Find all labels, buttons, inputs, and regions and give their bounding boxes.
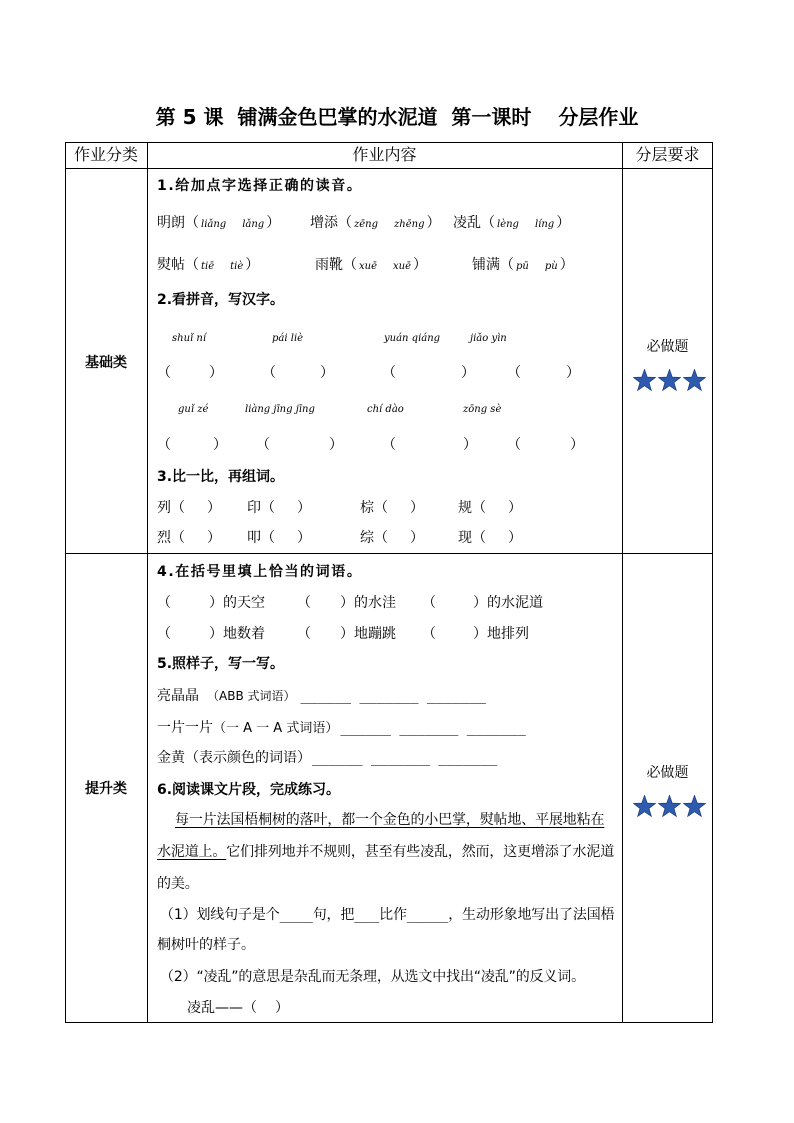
- close-paren: ）: [340, 595, 354, 611]
- open-paren: （: [185, 215, 199, 231]
- star-shape: [684, 796, 706, 817]
- fill-item: [157, 594, 265, 612]
- answer-bracket: [374, 529, 424, 547]
- open-paren: （: [422, 626, 436, 642]
- open-paren: （: [343, 257, 357, 273]
- difficulty-stars: [633, 369, 706, 391]
- open-paren: （: [262, 365, 276, 381]
- open-paren: （: [171, 500, 185, 516]
- star-shape: [634, 370, 656, 391]
- close-paren: ）: [340, 626, 354, 642]
- open-paren: （: [243, 1000, 257, 1016]
- sub-question-2: （2）“凌乱”的意思是杂乱而无条理，从选文中找出“凌乱”的反义词。: [160, 969, 585, 985]
- open-paren: （: [481, 215, 495, 231]
- underlined-sentence: 每一片法国梧桐树的落叶，都一个金色的小巴掌，熨帖地、平展地粘在: [175, 812, 605, 828]
- word: 熨帖: [157, 257, 185, 273]
- phrase: 的水洼: [354, 595, 396, 611]
- passage-text: 的美。: [157, 876, 199, 892]
- pattern-hint: （表示颜色的词语）: [185, 750, 311, 766]
- pinyin-prompt: shuǐ ní: [172, 333, 207, 344]
- close-paren: ）: [473, 626, 487, 642]
- close-paren: ）: [329, 437, 343, 453]
- character: 叩: [247, 530, 261, 546]
- pinyin-option: pū: [516, 261, 529, 272]
- answer-bracket: [157, 594, 223, 612]
- fill-item: [297, 594, 396, 612]
- character: 规: [458, 500, 472, 516]
- pinyin-option: lǎng: [242, 219, 265, 230]
- close-paren: ）: [275, 1000, 289, 1016]
- phrase: 的水泥道: [487, 595, 543, 611]
- word: 铺满: [472, 257, 500, 273]
- sub-question-text: 比作: [379, 907, 407, 923]
- pinyin-option: zhēng: [394, 219, 425, 230]
- page-title: 第 5 课 铺满金色巴掌的水泥道 第一课时 分层作业: [155, 105, 639, 129]
- answer-bracket: [261, 499, 311, 517]
- pinyin-option: zēng: [354, 219, 379, 230]
- close-paren: ）: [209, 626, 223, 642]
- star-icon: [658, 369, 681, 391]
- passage-line: [175, 811, 604, 829]
- fill-item: [157, 625, 265, 643]
- close-paren: ）: [209, 365, 223, 381]
- question-2-title: 2.看拼音，写汉字。: [157, 292, 285, 308]
- pinyin-option: liǎng: [201, 219, 227, 230]
- open-paren: （: [507, 365, 521, 381]
- open-paren: （: [297, 595, 311, 611]
- close-paren: ）: [508, 530, 522, 546]
- answer-blanks: ______ _______ _______: [340, 720, 526, 736]
- table-border-left: [65, 142, 66, 1023]
- answer-bracket: [297, 594, 354, 612]
- question-3-title: 3.比一比，再组词。: [157, 469, 285, 485]
- close-paren: ）: [297, 530, 311, 546]
- word: 凌乱: [453, 215, 481, 231]
- sub-question-text: 句，把: [312, 907, 355, 923]
- antonym-answer: [187, 999, 289, 1017]
- pinyin-option: líng: [534, 219, 555, 230]
- phrase: 地蹦跳: [354, 626, 396, 642]
- close-paren: ）: [426, 215, 441, 231]
- pinyin-prompt: pái liè: [272, 333, 304, 344]
- header-content: 作业内容: [352, 145, 417, 164]
- underlined-sentence: 水泥道上。: [157, 844, 227, 860]
- pattern-row: [157, 687, 486, 705]
- answer-bracket: [507, 364, 580, 382]
- pinyin-option: xuē: [393, 261, 411, 272]
- pattern-row: [157, 749, 497, 767]
- open-paren: （: [157, 437, 171, 453]
- open-paren: （: [261, 500, 275, 516]
- reading-item: [157, 214, 280, 234]
- pinyin-prompt: jiǎo yìn: [470, 333, 507, 344]
- fill-item: [297, 625, 396, 643]
- requirement-basic: 必做题: [646, 339, 689, 355]
- example-word: 金黄: [157, 750, 185, 766]
- sub-question-text: （1）划线句子是个: [160, 907, 280, 923]
- answer-bracket: [472, 529, 522, 547]
- close-paren: ）: [570, 437, 584, 453]
- character: 列: [157, 500, 171, 516]
- example-word: 亮晶晶: [157, 688, 199, 704]
- answer-bracket: [374, 499, 424, 517]
- sub-question-text: ，生动形象地写出了法国梧: [448, 907, 615, 923]
- answer-bracket: [243, 999, 289, 1017]
- reading-item: [453, 214, 570, 234]
- example-word: 一片一片: [157, 720, 213, 736]
- fill-item: [422, 625, 529, 643]
- question-1-title: 1.给加点字选择正确的读音。: [157, 178, 363, 194]
- pattern-hint: （一 A 一 A 式词语）: [213, 721, 339, 736]
- answer-bracket: [382, 436, 477, 454]
- star-icon: [633, 369, 656, 391]
- antonym-prompt: 凌乱——: [187, 1000, 243, 1016]
- pinyin-prompt: guǐ zé: [178, 404, 209, 415]
- sub-question-1: [160, 906, 614, 924]
- header-category: 作业分类: [73, 145, 138, 164]
- answer-bracket: [157, 364, 223, 382]
- answer-bracket: [297, 625, 354, 643]
- open-paren: （: [171, 530, 185, 546]
- open-paren: （: [472, 500, 486, 516]
- character: 棕: [360, 500, 374, 516]
- passage-line: [157, 875, 199, 893]
- star-icon: [683, 369, 706, 391]
- compare-item: [360, 499, 424, 517]
- pinyin-option: tiè: [230, 261, 244, 272]
- open-paren: （: [507, 437, 521, 453]
- close-paren: ）: [266, 215, 281, 231]
- fill-item: [422, 594, 543, 612]
- table-border-right: [712, 142, 713, 1023]
- answer-bracket: [157, 625, 223, 643]
- close-paren: ）: [413, 257, 427, 273]
- close-paren: ）: [473, 595, 487, 611]
- character: 现: [458, 530, 472, 546]
- word: 明朗: [157, 215, 185, 231]
- pinyin-option: tiē: [201, 261, 215, 272]
- answer-bracket: [256, 436, 343, 454]
- header-requirement: 分层要求: [635, 145, 700, 164]
- phrase: 地数着: [223, 626, 265, 642]
- open-paren: （: [297, 626, 311, 642]
- answer-blank: _____: [406, 907, 449, 923]
- answer-bracket: [171, 499, 221, 517]
- word: 增添: [310, 215, 338, 231]
- close-paren: ）: [245, 257, 260, 273]
- pinyin-prompt: yuán qiáng: [384, 333, 441, 344]
- reading-item: [157, 256, 259, 276]
- compare-item: [157, 529, 221, 547]
- open-paren: （: [157, 626, 171, 642]
- pinyin-prompt: zōng sè: [463, 404, 502, 415]
- phrase: 地排列: [487, 626, 529, 642]
- close-paren: ）: [207, 530, 221, 546]
- star-shape: [659, 370, 681, 391]
- pinyin-option: xuē: [359, 261, 377, 272]
- open-paren: （: [261, 530, 275, 546]
- pinyin-option: pù: [544, 261, 558, 272]
- reading-item: [310, 214, 441, 234]
- phrase: 的天空: [223, 595, 265, 611]
- close-paren: ）: [508, 500, 522, 516]
- answer-blanks: ______ _______ _______: [312, 750, 498, 766]
- star-icon: [683, 795, 706, 817]
- question-4-title: 4.在括号里填上恰当的词语。: [157, 564, 363, 580]
- answer-bracket: [507, 436, 584, 454]
- close-paren: ）: [410, 500, 424, 516]
- pinyin-prompt: chí dào: [367, 404, 404, 415]
- close-paren: ）: [410, 530, 424, 546]
- open-paren: （: [256, 437, 270, 453]
- close-paren: ）: [213, 437, 227, 453]
- answer-bracket: [261, 529, 311, 547]
- compare-item: [247, 499, 311, 517]
- close-paren: ）: [463, 437, 477, 453]
- open-paren: （: [157, 365, 171, 381]
- row-divider: [65, 553, 713, 554]
- answer-bracket: [382, 364, 475, 382]
- compare-item: [360, 529, 424, 547]
- row-divider: [65, 168, 713, 169]
- pinyin-prompt: liàng jīng jīng: [245, 404, 315, 415]
- requirement-advanced: 必做题: [646, 765, 689, 781]
- open-paren: （: [500, 257, 514, 273]
- open-paren: （: [472, 530, 486, 546]
- compare-item: [458, 529, 522, 547]
- answer-bracket: [472, 499, 522, 517]
- open-paren: （: [382, 437, 396, 453]
- pattern-row: [157, 719, 526, 738]
- close-paren: ）: [207, 500, 221, 516]
- star-shape: [684, 370, 706, 391]
- compare-item: [247, 529, 311, 547]
- compare-item: [157, 499, 221, 517]
- close-paren: ）: [556, 215, 571, 231]
- table-border-bottom: [65, 1022, 713, 1023]
- column-divider: [147, 142, 148, 1023]
- sub-question-1-continuation: 桐树叶的样子。: [157, 937, 255, 953]
- close-paren: ）: [559, 257, 574, 273]
- answer-bracket: [157, 436, 227, 454]
- table-border-top: [65, 142, 713, 143]
- passage-line: [157, 843, 614, 861]
- compare-item: [458, 499, 522, 517]
- open-paren: （: [157, 595, 171, 611]
- answer-bracket: [422, 594, 487, 612]
- close-paren: ）: [297, 500, 311, 516]
- pattern-hint: （ABB 式词语）: [207, 689, 296, 703]
- reading-item: [315, 256, 427, 276]
- answer-bracket: [262, 364, 334, 382]
- open-paren: （: [382, 365, 396, 381]
- open-paren: （: [374, 530, 388, 546]
- pinyin-option: lèng: [497, 219, 519, 230]
- answer-bracket: [422, 625, 487, 643]
- close-paren: ）: [566, 365, 580, 381]
- answer-blank: ___: [354, 907, 380, 923]
- open-paren: （: [422, 595, 436, 611]
- reading-item: [472, 256, 574, 276]
- open-paren: （: [338, 215, 352, 231]
- difficulty-stars: [633, 795, 706, 817]
- character: 综: [360, 530, 374, 546]
- answer-blanks: ______ _______ _______: [300, 688, 486, 704]
- open-paren: （: [374, 500, 388, 516]
- character: 印: [247, 500, 261, 516]
- question-6-title: 6.阅读课文片段，完成练习。: [157, 782, 341, 798]
- column-divider: [622, 142, 623, 1023]
- category-advanced: 提升类: [85, 781, 127, 797]
- close-paren: ）: [320, 365, 334, 381]
- star-shape: [659, 796, 681, 817]
- close-paren: ）: [461, 365, 475, 381]
- category-basic: 基础类: [85, 355, 127, 371]
- answer-bracket: [171, 529, 221, 547]
- character: 烈: [157, 530, 171, 546]
- star-shape: [634, 796, 656, 817]
- open-paren: （: [185, 257, 199, 273]
- answer-blank: ____: [279, 907, 313, 923]
- star-icon: [633, 795, 656, 817]
- word: 雨靴: [315, 257, 343, 273]
- passage-text: 它们排列地并不规则，甚至有些凌乱，然而，这更增添了水泥道: [226, 844, 615, 860]
- close-paren: ）: [209, 595, 223, 611]
- star-icon: [658, 795, 681, 817]
- question-5-title: 5.照样子，写一写。: [157, 656, 285, 672]
